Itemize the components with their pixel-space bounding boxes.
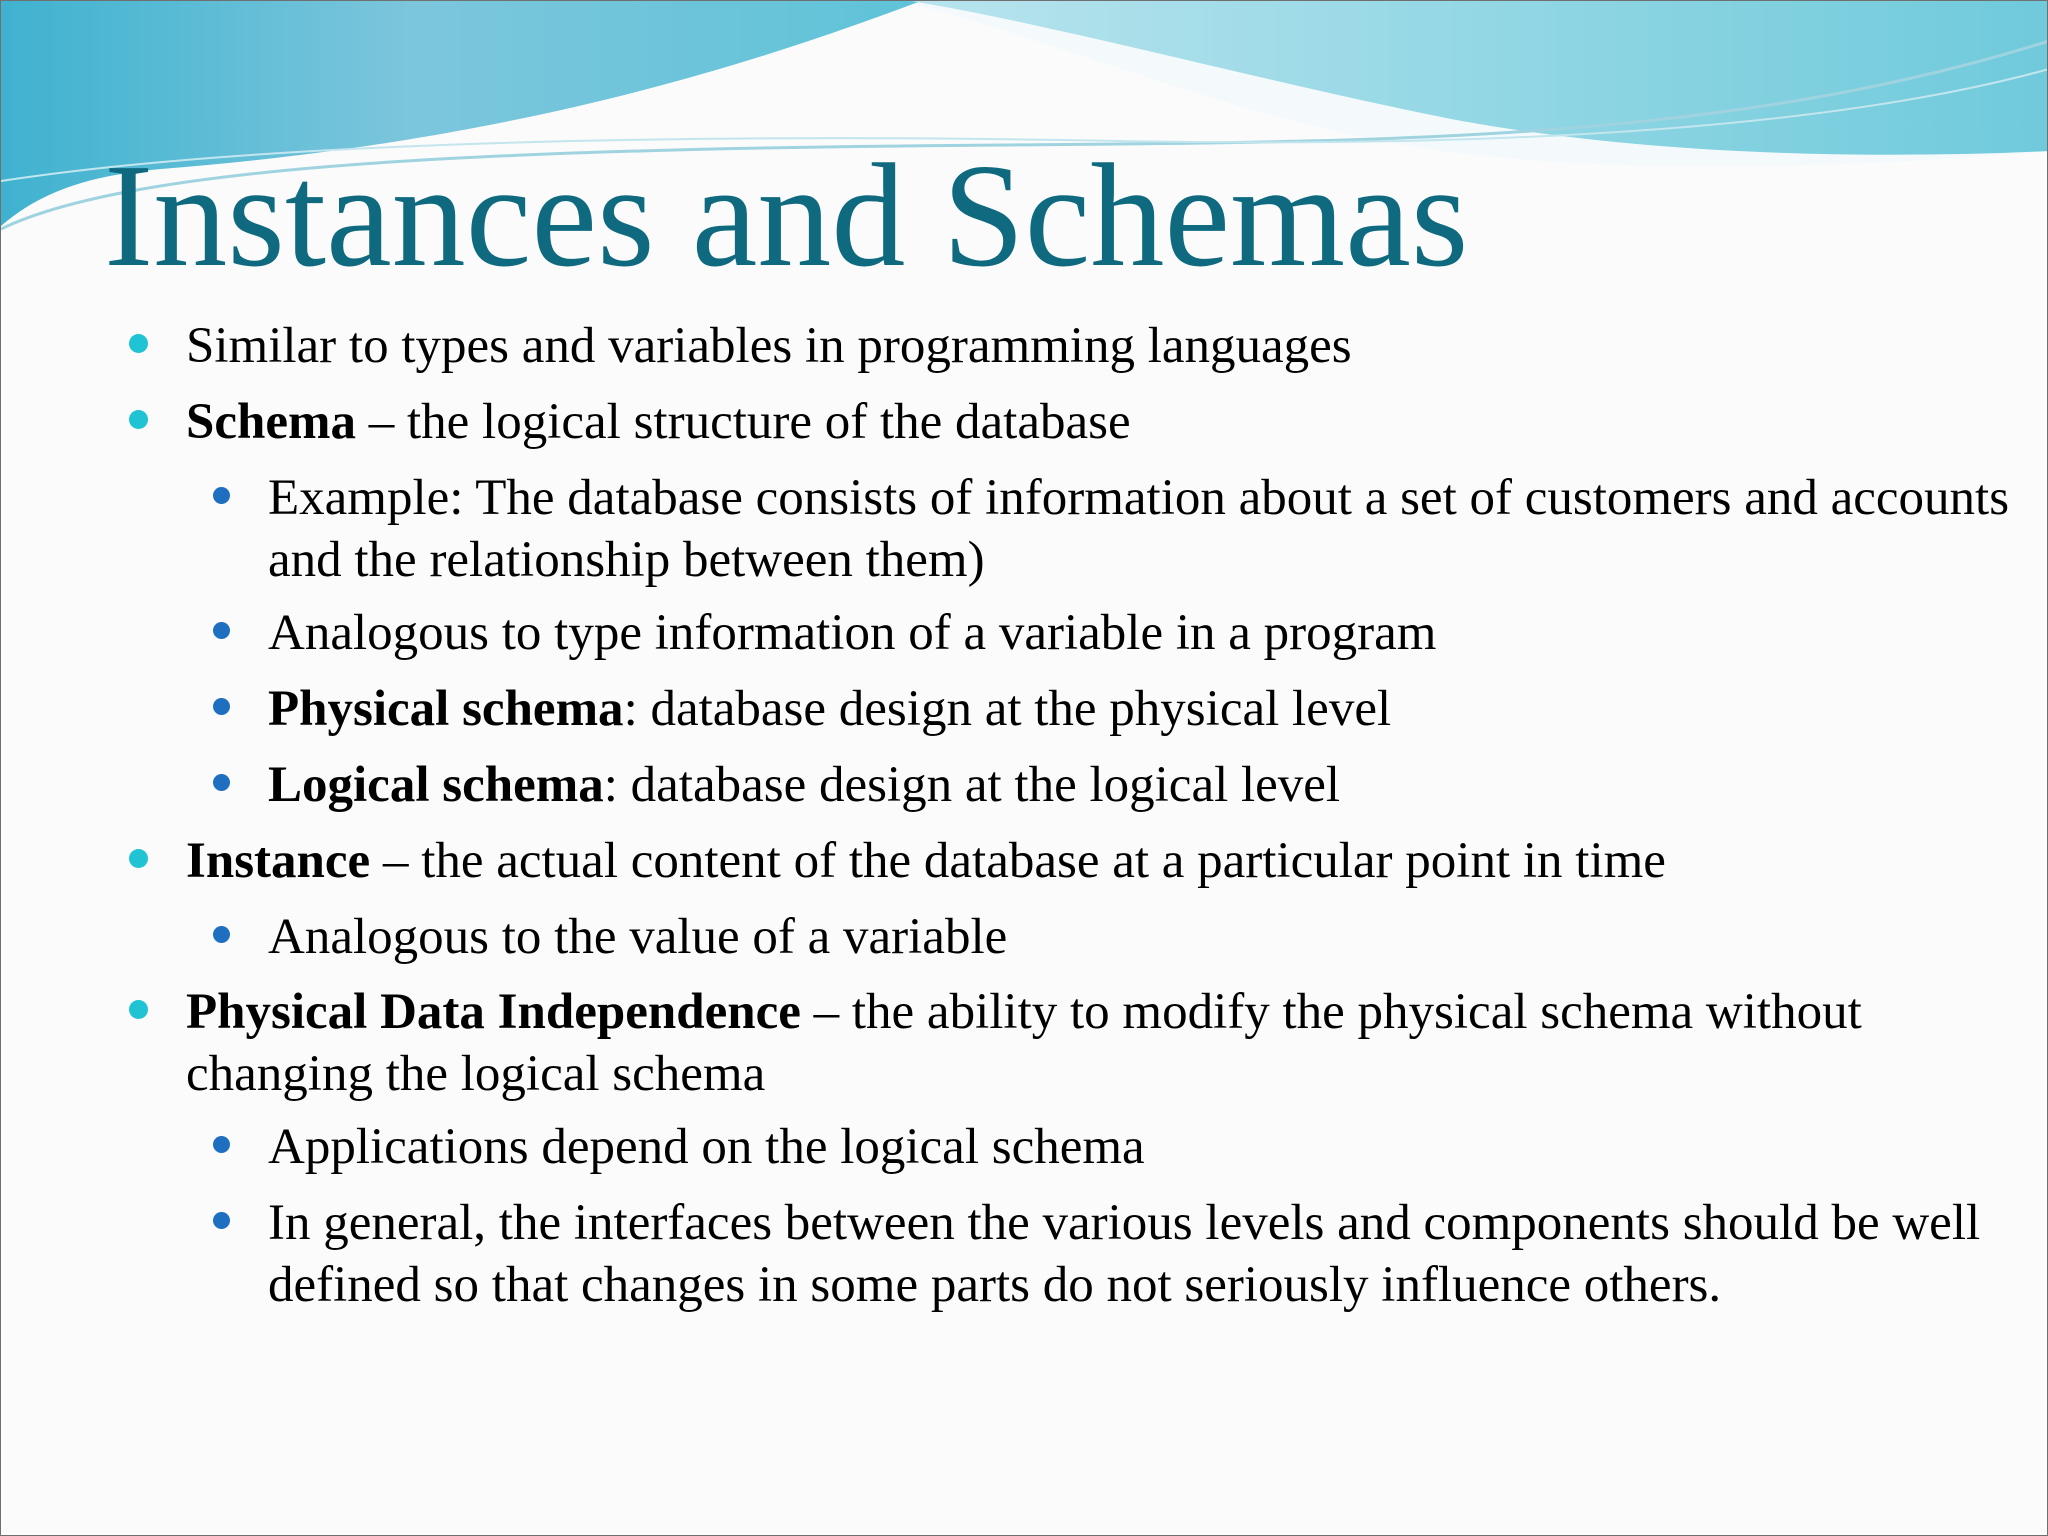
bullet-text bbox=[186, 315, 1936, 377]
bullet-text bbox=[268, 678, 2018, 740]
bullet-term: Instance bbox=[186, 833, 371, 889]
bullet-text bbox=[268, 1116, 2018, 1178]
bullet-dot-icon bbox=[213, 487, 230, 504]
bullet-text bbox=[186, 830, 1936, 892]
bullet-text bbox=[268, 1192, 2018, 1316]
bullet-body: Example: The database consists of information about a set of customers and accounts and the relationship between them) bbox=[268, 470, 2010, 588]
bullet-body: – the actual content of the database at a particular point in time bbox=[370, 833, 1666, 889]
bullet-text bbox=[186, 981, 1936, 1105]
bullet-dot-icon bbox=[129, 849, 148, 868]
bullet-dot-icon bbox=[213, 1212, 230, 1229]
bullet-dot-icon bbox=[213, 698, 230, 715]
bullet-dot-icon bbox=[213, 1136, 230, 1153]
bullet-list bbox=[1, 1, 2048, 1536]
bullet-text bbox=[268, 467, 2018, 591]
bullet-dot-icon bbox=[213, 926, 230, 943]
bullet-dot-icon bbox=[129, 334, 148, 353]
bullet-body: : database design at the physical level bbox=[623, 681, 1392, 737]
bullet-text bbox=[268, 906, 2018, 968]
bullet-body: Similar to types and variables in programming languages bbox=[186, 318, 1352, 374]
slide-title: Instances and Schemas bbox=[104, 134, 1469, 298]
sub-bullet-item bbox=[268, 1116, 2018, 1178]
sub-bullet-item bbox=[268, 906, 2018, 968]
bullet-text bbox=[186, 391, 1936, 453]
bullet-body: – the ability to modify the physical schema without changing the logical schema bbox=[186, 984, 1862, 1102]
bullet-dot-icon bbox=[129, 1000, 148, 1019]
bullet-body: Analogous to the value of a variable bbox=[268, 909, 1008, 965]
sub-bullet-item bbox=[268, 1192, 2018, 1316]
bullet-dot-icon bbox=[213, 622, 230, 639]
bullet-dot-icon bbox=[213, 774, 230, 791]
bullet-text bbox=[268, 602, 2018, 664]
bullet-text bbox=[268, 754, 2018, 816]
bullet-body: In general, the interfaces between the various levels and components should be well defined so that changes in some parts do not seriously influence others. bbox=[268, 1195, 1981, 1313]
sub-bullet-item bbox=[268, 602, 2018, 664]
bullet-term: Logical schema bbox=[268, 757, 604, 813]
bullet-term: Physical schema bbox=[268, 681, 624, 737]
bullet-item bbox=[186, 391, 1936, 453]
bullet-item bbox=[186, 830, 1936, 892]
bullet-body: Applications depend on the logical schema bbox=[268, 1119, 1145, 1175]
bullet-dot-icon bbox=[129, 410, 148, 429]
bullet-body: Analogous to type information of a variable in a program bbox=[268, 605, 1437, 661]
bullet-item bbox=[186, 981, 1936, 1105]
bullet-body: – the logical structure of the database bbox=[355, 394, 1131, 450]
bullet-item bbox=[186, 315, 1936, 377]
bullet-body: : database design at the logical level bbox=[603, 757, 1341, 813]
sub-bullet-item bbox=[268, 678, 2018, 740]
sub-bullet-item bbox=[268, 754, 2018, 816]
bullet-term: Physical Data Independence bbox=[186, 984, 801, 1040]
sub-bullet-item bbox=[268, 467, 2018, 591]
bullet-term: Schema bbox=[186, 394, 356, 450]
